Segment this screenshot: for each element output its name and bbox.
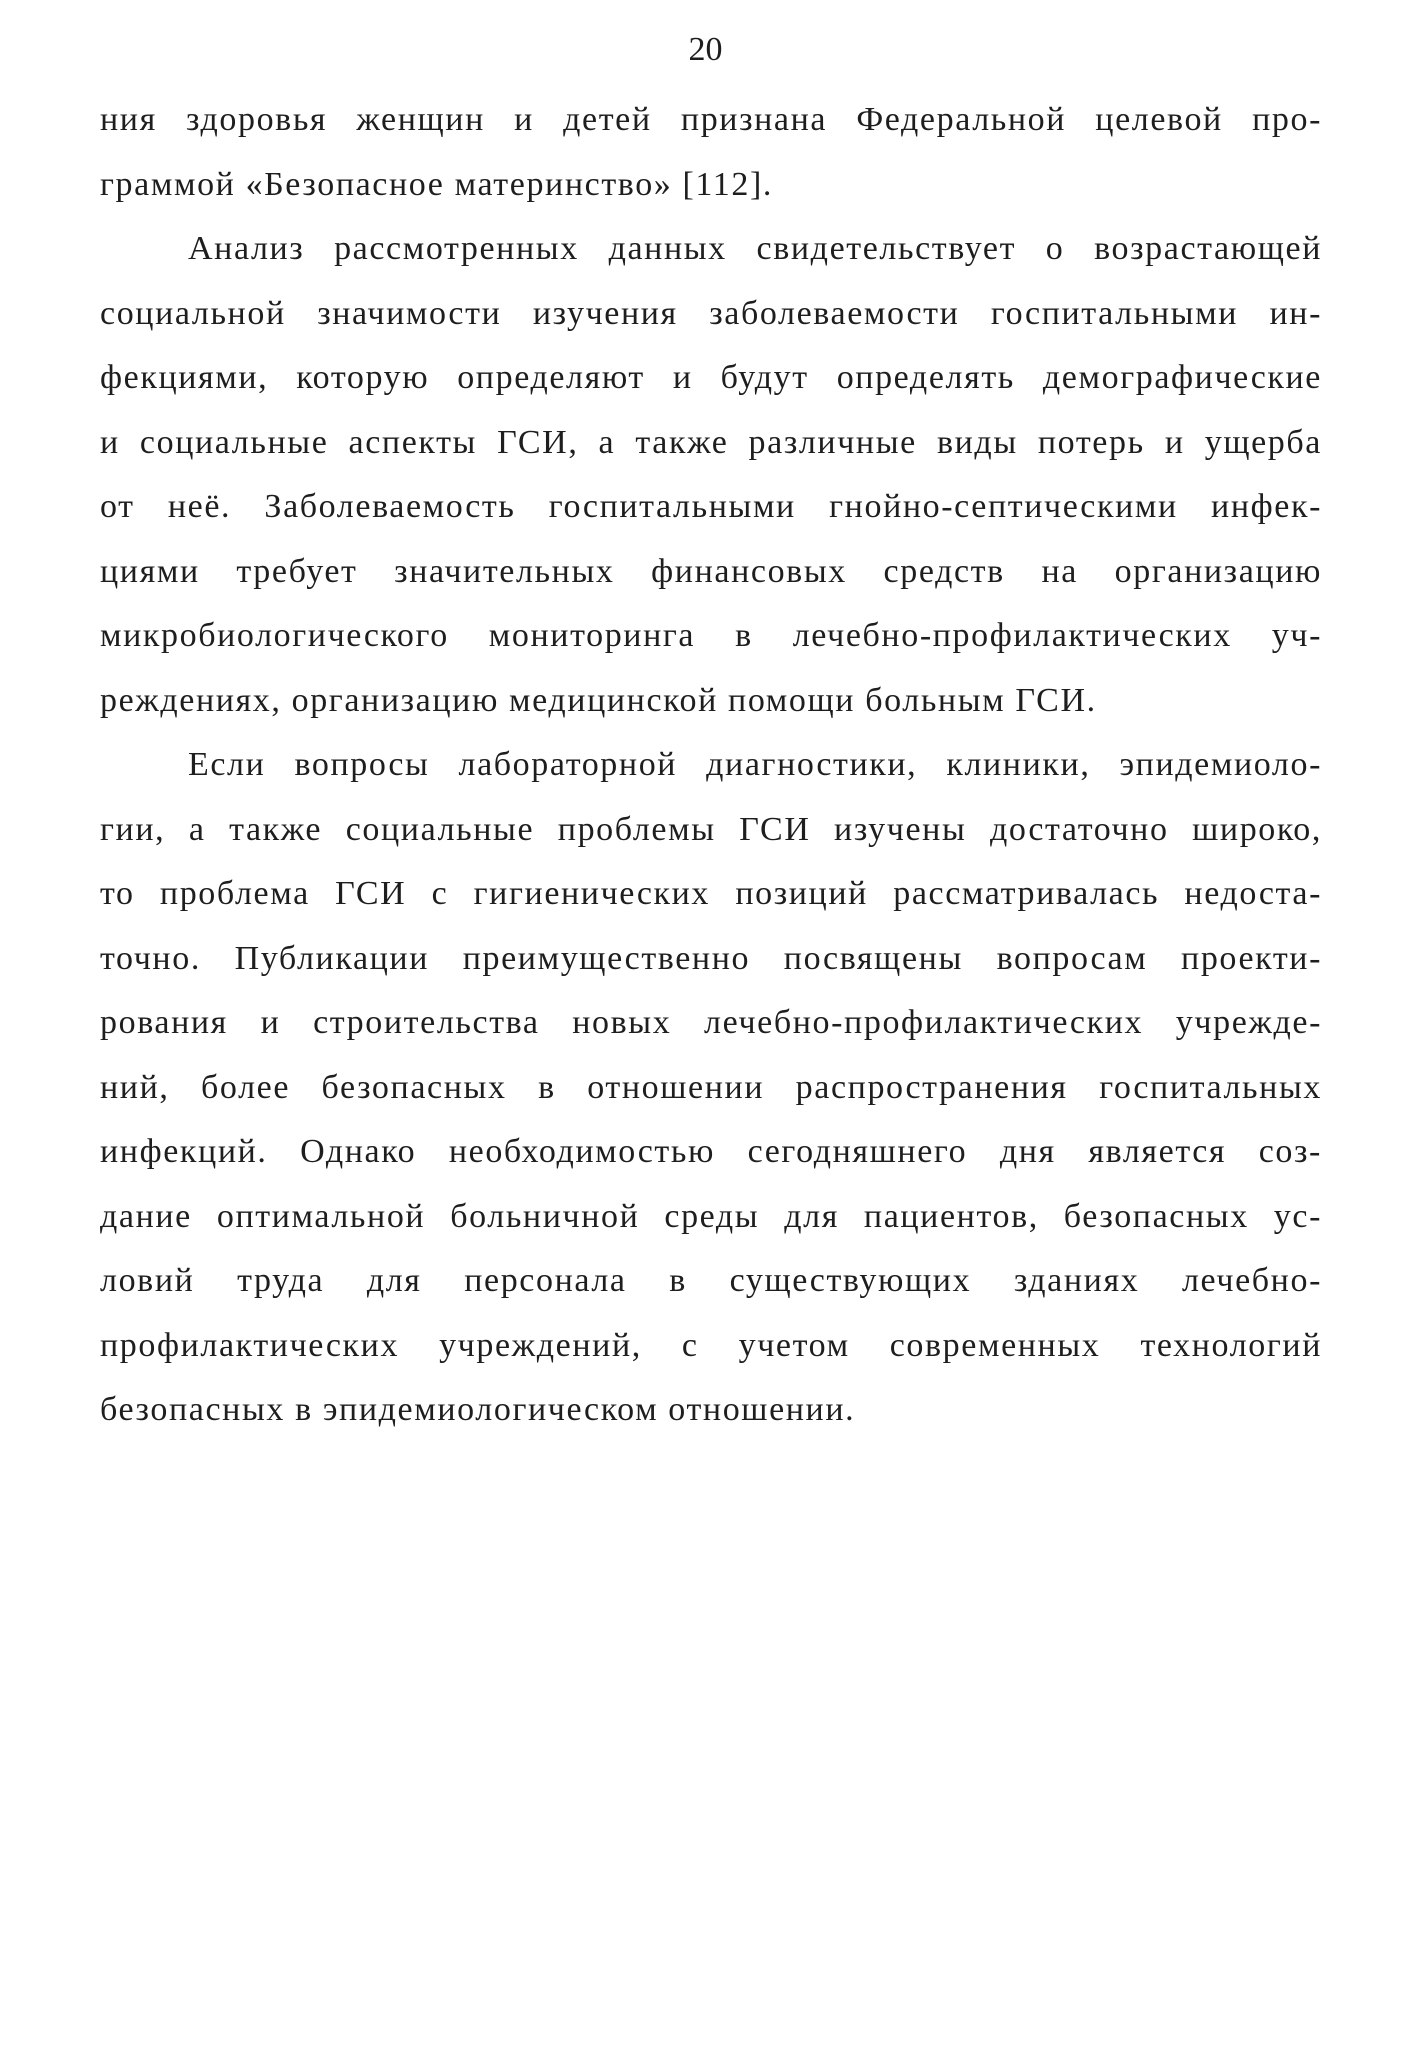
paragraph — [100, 217, 1322, 733]
text-line: фекциями, которую определяют и будут определять демографические — [100, 359, 1322, 396]
text-line: циями требует значительных финансовых средств на организацию — [100, 552, 1322, 590]
text-line: ний, более безопасных в отношении распространения госпитальных — [100, 1068, 1322, 1106]
text-line: инфекций. Однако необходимостью сегодняшнего дня является соз- — [100, 1133, 1322, 1170]
paragraph — [100, 733, 1322, 1443]
text-line: Анализ рассмотренных данных свидетельствует о возрастающей — [188, 230, 1322, 267]
text-line: и социальные аспекты ГСИ, а также различные виды потерь и ущерба — [100, 423, 1322, 461]
body-text — [100, 88, 1322, 1443]
text-line: от неё. Заболеваемость госпитальными гнойно-септическими инфек- — [100, 488, 1322, 525]
text-line: ловий труда для персонала в существующих зданиях лечебно- — [100, 1262, 1322, 1299]
text-line: то проблема ГСИ с гигиенических позиций рассматривалась недоста- — [100, 875, 1322, 912]
text-line: профилактических учреждений, с учетом современных технологий — [100, 1326, 1322, 1364]
text-line: рования и строительства новых лечебно-профилактических учрежде- — [100, 1004, 1322, 1041]
text-line: безопасных в эпидемиологическом отношении. — [100, 1391, 856, 1428]
text-line: микробиологического мониторинга в лечебно-профилактических уч- — [100, 617, 1322, 654]
text-line: гии, а также социальные проблемы ГСИ изучены достаточно широко, — [100, 810, 1322, 848]
paragraph — [100, 88, 1322, 217]
text-line: реждениях, организацию медицинской помощи больным ГСИ. — [100, 681, 1097, 719]
text-line: точно. Публикации преимущественно посвящены вопросам проекти- — [100, 939, 1322, 977]
page-number: 20 — [688, 31, 723, 68]
text-line: Если вопросы лабораторной диагностики, клиники, эпидемиоло- — [188, 746, 1322, 783]
text-line: дание оптимальной больничной среды для пациентов, безопасных ус- — [100, 1197, 1322, 1235]
text-line: социальной значимости изучения заболеваемости госпитальными ин- — [100, 294, 1322, 332]
text-line: ния здоровья женщин и детей признана Федеральной целевой про- — [100, 101, 1322, 138]
text-line: граммой «Безопасное материнство» [112]. — [100, 165, 773, 203]
